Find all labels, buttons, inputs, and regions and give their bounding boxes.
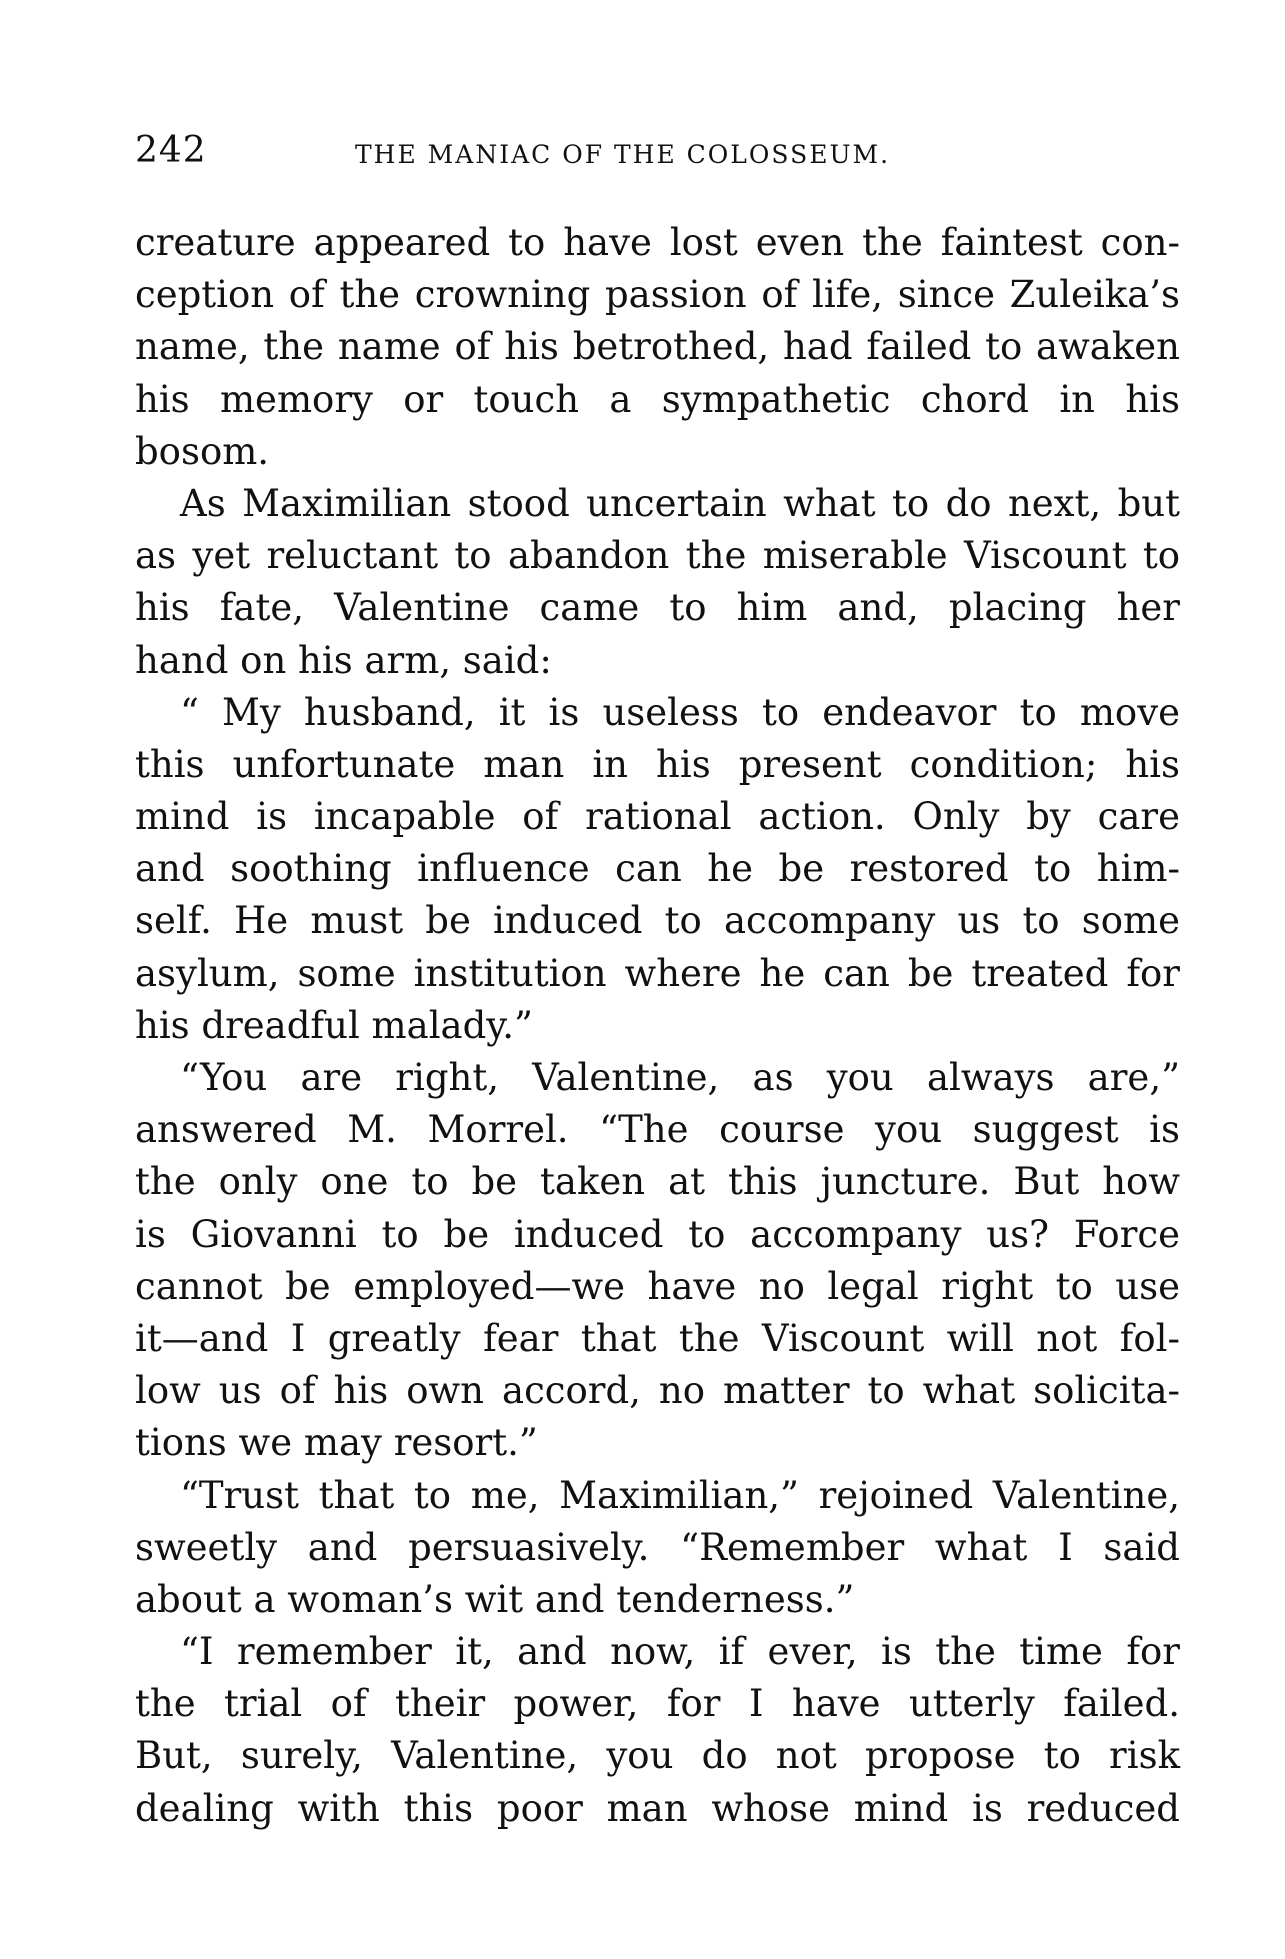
text-line: dealing with this poor man whose mind is reduced — [135, 1786, 1180, 1830]
text-line: this unfortunate man in his present condition; his — [135, 742, 1180, 786]
text-line: hand on his arm, said: — [135, 638, 552, 682]
text-line: the trial of their power, for I have utterly failed. — [135, 1682, 1180, 1726]
page-number: 242 — [135, 130, 207, 171]
page-header — [135, 130, 1185, 180]
text-line: As Maximilian stood uncertain what to do next, but — [180, 481, 1180, 525]
text-line: self. He must be induced to accompany us to some — [135, 899, 1180, 943]
text-line: name, the name of his betrothed, had failed to awaken — [135, 325, 1180, 369]
text-line: answered M. Morrel. “The course you suggest is — [135, 1108, 1180, 1152]
text-line: low us of his own accord, no matter to what solicita- — [135, 1369, 1180, 1413]
text-line: asylum, some institution where he can be treated for — [135, 951, 1180, 995]
text-line: “You are right, Valentine, as you always are,” — [180, 1056, 1180, 1099]
text-line: his dreadful malady.” — [135, 1003, 533, 1047]
text-line: creature appeared to have lost even the faintest con- — [135, 221, 1180, 264]
text-line: his fate, Valentine came to him and, placing her — [135, 586, 1180, 630]
text-line: “Trust that to me, Maximilian,” rejoined Valentine, — [180, 1473, 1180, 1517]
text-line: sweetly and persuasively. “Remember what I said — [135, 1525, 1180, 1569]
text-line: But, surely, Valentine, you do not propose to risk — [135, 1734, 1180, 1778]
text-line: bosom. — [135, 429, 270, 473]
text-line: it—and I greatly fear that the Viscount will not fol- — [135, 1316, 1180, 1360]
text-line: as yet reluctant to abandon the miserable Viscount to — [135, 534, 1180, 578]
text-line: about a woman’s wit and tenderness.” — [135, 1577, 855, 1621]
text-line: his memory or touch a sympathetic chord in his — [135, 377, 1180, 421]
text-line: tions we may resort.” — [135, 1421, 538, 1465]
text-line: cannot be employed—we have no legal right to use — [135, 1264, 1180, 1308]
text-line: “ My husband, it is useless to endeavor to move — [180, 690, 1180, 734]
text-line: and soothing influence can he be restored to him- — [135, 847, 1180, 891]
text-line: “I remember it, and now, if ever, is the time for — [180, 1630, 1180, 1674]
text-line: mind is incapable of rational action. Only by care — [135, 795, 1180, 839]
text-line: is Giovanni to be induced to accompany us? Force — [135, 1212, 1180, 1256]
text-line: ception of the crowning passion of life, since Zuleika’s — [135, 273, 1180, 317]
running-title: THE MANIAC OF THE COLOSSEUM. — [355, 140, 891, 169]
text-line: the only one to be taken at this juncture. But how — [135, 1160, 1180, 1204]
body-text — [135, 217, 1180, 1835]
